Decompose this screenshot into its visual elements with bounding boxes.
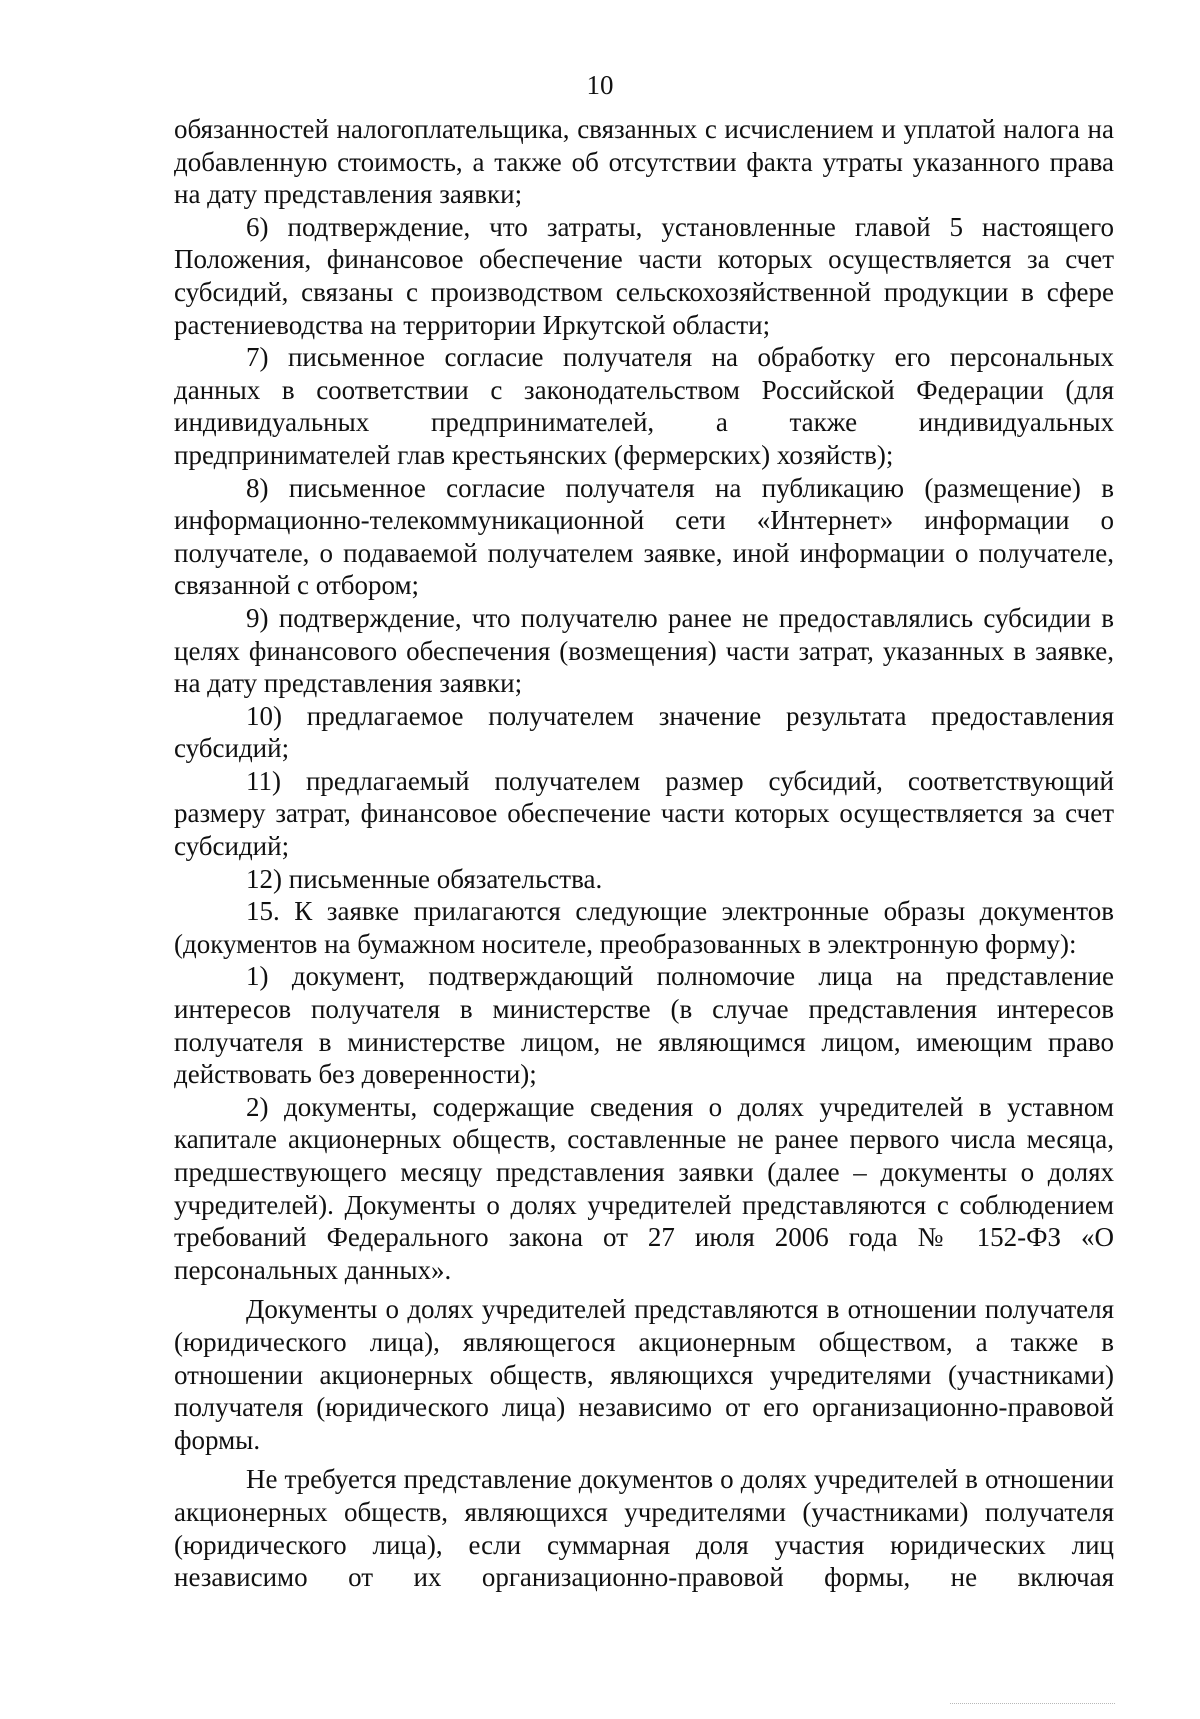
paragraph-exemption: Не требуется представление документов о долях учредителей в отношении акционерных обществ, являющихся учредителями (участниками) получателя (юридического лица), если суммарная доля участия юридических лиц независимо от их организационно-правовой формы, не включая — [174, 1464, 1114, 1593]
paragraph-item-8: 8) письменное согласие получателя на публикацию (размещение) в информационно-телекоммуникационной сети «Интернет» информации о получателе, о подаваемой получателем заявке, иной информации о получателе, связанной с отбором; — [174, 472, 1114, 601]
footer-scan-artifact — [950, 1703, 1115, 1704]
paragraph-continuation: обязанностей налогоплательщика, связанных с исчислением и уплатой налога на добавленную стоимость, а также об отсутствии факта утраты указанного права на дату представления заявки; — [174, 114, 1114, 210]
paragraph-item-12: 12) письменные обязательства. — [246, 863, 603, 894]
document-body — [174, 113, 1114, 1594]
paragraph-attachment-2: 2) документы, содержащие сведения о долях учредителей в уставном капитале акционерных обществ, составленные не ранее первого числа месяца, предшествующего месяцу представления заявки (далее – документы о долях учредителей). Документы о долях учредителей представляются с соблюдением требований Федерального закона от 27 июля 2006 года № 152-ФЗ «О персональных данных». — [174, 1091, 1114, 1285]
paragraph-item-10: 10) предлагаемое получателем значение результата предоставления субсидий; — [174, 700, 1114, 764]
paragraph-clause-15: 15. К заявке прилагаются следующие электронные образы документов (документов на бумажном носителе, преобразованных в электронную форму): — [174, 896, 1114, 959]
page-number: 10 — [586, 70, 614, 100]
paragraph-item-9: 9) подтверждение, что получателю ранее не предоставлялись субсидии в целях финансового обеспечения (возмещения) части затрат, указанных в заявке, на дату представления заявки; — [174, 602, 1114, 699]
paragraph-item-7: 7) письменное согласие получателя на обработку его персональных данных в соответствии с законодательством Российской Федерации (для индивидуальных предпринимателей, а также индивидуальных предпринимателей глав крестьянских (фермерских) хозяйств); — [174, 342, 1114, 470]
paragraph-attachment-1: 1) документ, подтверждающий полномочие лица на представление интересов получателя в министерстве (в случае представления интересов получателя в министерстве лицом, не являющимся лицом, имеющим право действовать без доверенности); — [174, 961, 1114, 1090]
paragraph-item-11: 11) предлагаемый получателем размер субсидий, соответствующий размеру затрат, финансовое обеспечение части которых осуществляется за счет субсидий; — [174, 765, 1114, 862]
paragraph-shareholder-docs: Документы о долях учредителей представляются в отношении получателя (юридического лица), являющегося акционерным обществом, а также в отношении акционерных обществ, являющихся учредителями (участниками) получателя (юридического лица) независимо от его организационно-правовой формы. — [174, 1294, 1114, 1455]
paragraph-item-6: 6) подтверждение, что затраты, установленные главой 5 настоящего Положения, финансовое обеспечение части которых осуществляется за счет субсидий, связаны с производством сельскохозяйственной продукции в сфере растениеводства на территории Иркутской области; — [174, 211, 1114, 340]
